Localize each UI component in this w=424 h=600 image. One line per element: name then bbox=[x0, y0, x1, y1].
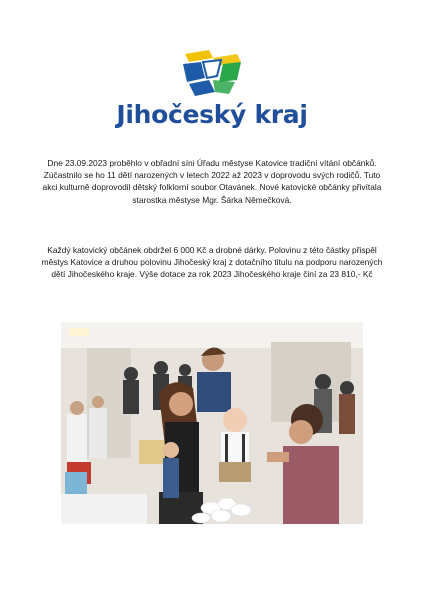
paragraph-contribution: Každý katovický občánek obdržel 6 000 Kč a drobné dárky. Polovinu z této částky přispěl městys Katovice a druhou polovinu Jihočeský kraj z dotačního titulu na podporu narozených dětí Jihočeského kraje. Výše dotace za rok 2023 Jihočeského kraje činí za 23 810,- Kč bbox=[41, 245, 383, 280]
welcome-ceremony-photo-icon bbox=[61, 322, 363, 524]
jihocesky-kraj-logo-icon bbox=[179, 48, 245, 98]
brand-name: Jihočeský kraj bbox=[116, 100, 308, 129]
header-logo bbox=[0, 48, 424, 129]
paragraph-ceremony: Dne 23.09.2023 proběhlo v obřadní síni Úřadu městyse Katovice tradiční vítání občánků. Zúčastnilo se ho 11 dětí narozených v letech 2022 až 2023 v doprovodu svých rodičů. Tuto akci kulturně doprovodil dětský folklorní soubor Otavánek. Nové katovické občánky přivítala starostka městyse Mgr. Šárka Němečková. bbox=[42, 158, 382, 205]
ceremony-photo bbox=[61, 322, 363, 524]
